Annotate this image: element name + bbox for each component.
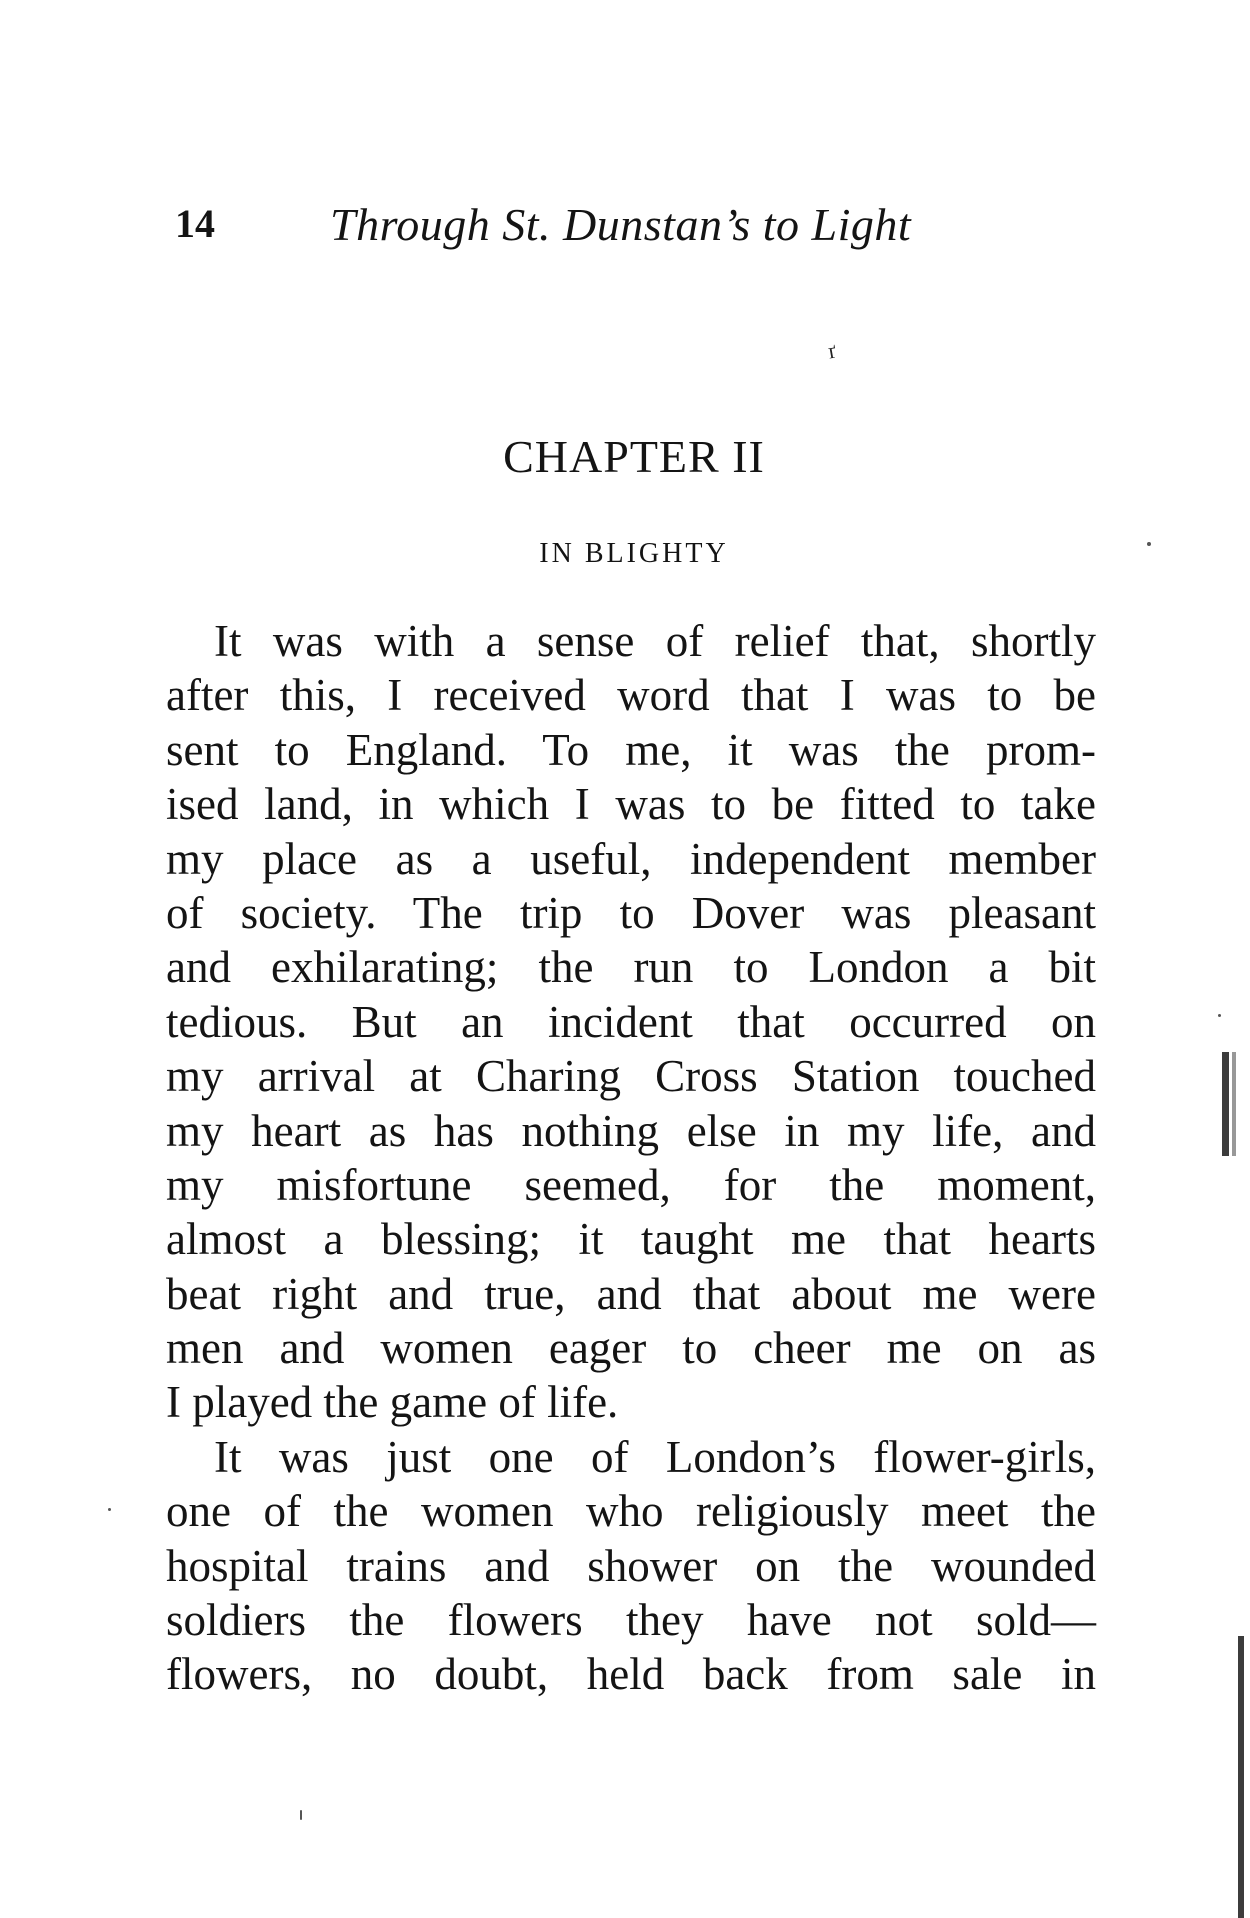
scan-edge-mark (1232, 1052, 1236, 1156)
text-line: tedious. But an incident that occurred on (166, 996, 1096, 1047)
scan-speck (1218, 1014, 1221, 1017)
text-line: flowers, no doubt, held back from sale in (166, 1649, 1096, 1700)
chapter-subtitle: IN BLIGHTY (539, 538, 729, 569)
scan-speck (300, 1810, 302, 1820)
text-line: It was just one of London’s flower-girls, (214, 1431, 1096, 1482)
text-line: soldiers the flowers they have not sold— (166, 1595, 1096, 1646)
scan-edge-mark (1238, 1636, 1244, 1918)
page-number: 14 (175, 201, 215, 246)
text-line: of society. The trip to Dover was pleasant (166, 887, 1096, 938)
body-text (166, 614, 1096, 1702)
text-line: ised land, in which I was to be fitted to take (166, 779, 1096, 830)
text-line: It was with a sense of relief that, shortly (214, 616, 1096, 666)
text-line: and exhilarating; the run to London a bit (166, 942, 1096, 993)
text-line: one of the women who religiously meet the (166, 1486, 1096, 1537)
text-line: hospital trains and shower on the wounded (166, 1540, 1096, 1591)
running-title: Through St. Dunstan’s to Light (330, 199, 912, 250)
text-line: my place as a useful, independent member (166, 833, 1096, 884)
text-line: my arrival at Charing Cross Station touched (166, 1051, 1096, 1102)
printer-mark-icon: ґ (825, 337, 838, 364)
text-line: beat right and true, and that about me were (166, 1268, 1096, 1319)
chapter-title: CHAPTER II (503, 431, 765, 482)
text-line: men and women eager to cheer me on as (166, 1323, 1096, 1374)
text-line: my misfortune seemed, for the moment, (166, 1159, 1096, 1210)
scan-speck (108, 1508, 111, 1511)
text-line: my heart as has nothing else in my life, and (166, 1105, 1096, 1156)
text-line: sent to England. To me, it was the prom- (166, 724, 1096, 775)
scan-edge-mark (1222, 1052, 1229, 1156)
text-line: I played the game of life. (166, 1377, 619, 1428)
text-line: almost a blessing; it taught me that hearts (166, 1214, 1096, 1265)
running-head (175, 200, 955, 260)
scan-speck (1147, 542, 1151, 546)
text-line: after this, I received word that I was to be (166, 670, 1096, 721)
